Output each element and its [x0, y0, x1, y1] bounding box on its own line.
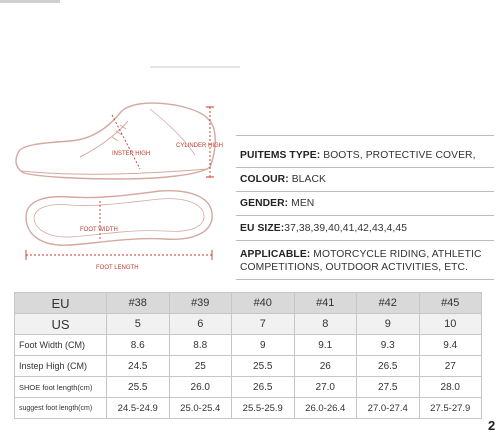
colour-label: COLOUR: [240, 174, 289, 185]
table-cell: 24.5-24.9 [107, 398, 170, 419]
table-cell: 9.1 [294, 335, 357, 356]
table-cell: 8.8 [169, 335, 232, 356]
table-row [15, 314, 482, 335]
gender-label: GENDER: [240, 198, 289, 209]
table-cell: 25 [169, 356, 232, 377]
table-cell: 26.5 [232, 377, 295, 398]
size-table [14, 292, 482, 419]
table-cell: 9.3 [357, 335, 420, 356]
divider [236, 240, 494, 241]
table-cell: 6 [169, 314, 232, 335]
table-cell: 26.0 [169, 377, 232, 398]
table-cell: 26.0-26.4 [294, 398, 357, 419]
applicable-label: APPLICABLE: [240, 249, 311, 260]
header-cell: #45 [419, 293, 482, 314]
divider [236, 279, 494, 280]
header-cell: #41 [294, 293, 357, 314]
divider [236, 135, 494, 136]
table-cell: 27.5 [357, 377, 420, 398]
gender-value: MEN [291, 198, 315, 209]
faint-divider [150, 66, 240, 68]
table-cell: 27.5-27.9 [419, 398, 482, 419]
table-row [15, 398, 482, 419]
applicable-row [240, 248, 496, 274]
eu-size-value: 37,38,39,40,41,42,43,4,45 [284, 223, 408, 234]
table-cell: 28.0 [419, 377, 482, 398]
colour-value: BLACK [291, 174, 326, 185]
header-cell: EU [15, 293, 107, 314]
row-label: Instep High (CM) [15, 356, 107, 377]
table-cell: 9 [232, 335, 295, 356]
table-cell: 9.4 [419, 335, 482, 356]
header-cell: #39 [169, 293, 232, 314]
table-cell: 27.0-27.4 [357, 398, 420, 419]
gender-row [240, 197, 314, 210]
table-row [15, 356, 482, 377]
cylinder-high-label: CYLINDER HIGH [176, 143, 224, 149]
shoe-diagram [0, 85, 232, 285]
foot-length-label: FOOT LENGTH [96, 265, 139, 271]
divider [236, 215, 494, 216]
table-header-row [15, 293, 482, 314]
table-cell: 9 [357, 314, 420, 335]
page-number: 2 [488, 418, 496, 433]
foot-length-marker [26, 250, 212, 260]
table-row [15, 377, 482, 398]
table-cell: 25.5 [232, 356, 295, 377]
table-cell: 25.0-25.4 [169, 398, 232, 419]
table-cell: 10 [419, 314, 482, 335]
table-cell: 27.0 [294, 377, 357, 398]
shoe-sole-view [26, 191, 212, 246]
colour-row [240, 173, 326, 186]
shoe-side-view [16, 103, 215, 179]
table-cell: 25.5 [107, 377, 170, 398]
header-cell: #40 [232, 293, 295, 314]
table-cell: 24.5 [107, 356, 170, 377]
table-cell: 5 [107, 314, 170, 335]
row-label: US [15, 314, 107, 335]
row-label: Foot Width (CM) [15, 335, 107, 356]
row-label: suggest foot length(cm) [15, 398, 107, 419]
row-label: SHOE foot length(cm) [15, 377, 107, 398]
divider [236, 167, 494, 168]
eu-size-label: EU SIZE: [240, 223, 285, 234]
applicable-value: MOTORCYCLE RIDING, ATHLETIC COMPETITIONS, OUTDOOR ACTIVITIES, ETC. [240, 249, 482, 273]
foot-width-label: FOOT WIDTH [80, 227, 118, 233]
table-cell: 26 [294, 356, 357, 377]
header-cell: #42 [357, 293, 420, 314]
eu-size-row [240, 222, 407, 235]
items-type-value: BOOTS, PROTECTIVE COVER, [323, 150, 476, 161]
top-decoration [0, 0, 60, 3]
items-type-row [240, 149, 476, 162]
header-cell: #38 [107, 293, 170, 314]
table-cell: 8 [294, 314, 357, 335]
table-cell: 26.5 [357, 356, 420, 377]
table-cell: 7 [232, 314, 295, 335]
table-cell: 27 [419, 356, 482, 377]
table-cell: 8.6 [107, 335, 170, 356]
table-row [15, 335, 482, 356]
table-cell: 25.5-25.9 [232, 398, 295, 419]
items-type-label: PUITEMS TYPE: [240, 150, 321, 161]
instep-high-label: INSTEP HIGH [112, 151, 151, 157]
divider [236, 191, 494, 192]
